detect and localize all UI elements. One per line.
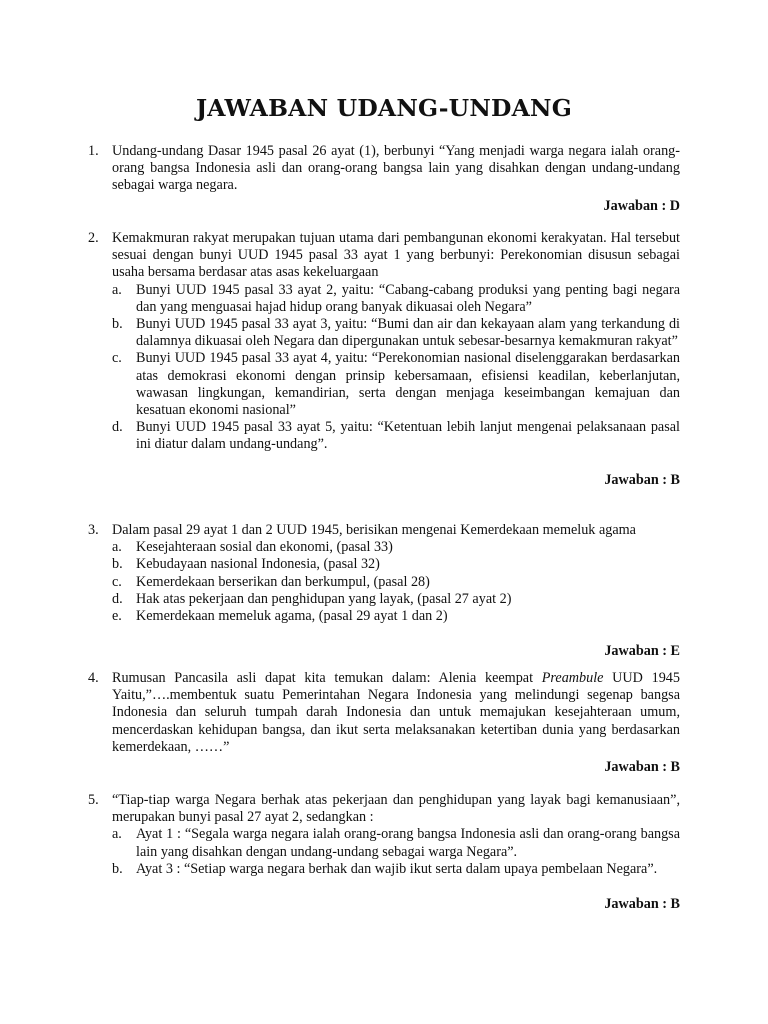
option-item [112,826,680,860]
option-item [112,861,680,878]
question-number: 2. [88,230,99,246]
question-2 [88,230,680,489]
option-text: Bunyi UUD 1945 pasal 33 ayat 4, yaitu: “Perekonomian nasional diselenggarakan berdasarkan atas demokrasi ekonomi dengan prinsip kebersamaan, efisiensi keadilan, keberlanjutan, wawasan lingkungan, kemandirian, serta dengan menjaga keseimbangan kemajuan dan kesatuan ekonomi nasional” [136,350,680,419]
answer-label: Jawaban : D [603,197,680,214]
option-list [112,826,680,878]
option-item [112,419,680,453]
option-text: Kesejahteraan sosial dan ekonomi, (pasal 33) [136,539,393,556]
question-text: Kemakmuran rakyat merupakan tujuan utama dari pembangunan ekonomi kerakyatan. Hal tersebut sesuai dengan bunyi UUD 1945 pasal 33 ayat 1 yang berbunyi: Perekonomian disusun sebagai usaha bersama berdasar atas asas kekeluargaan [112,230,680,281]
option-text: Kebudayaan nasional Indonesia, (pasal 32) [136,556,380,573]
option-letter: e. [112,608,122,625]
option-list [112,539,680,625]
question-1 [88,143,680,215]
question-text: Undang-undang Dasar 1945 pasal 26 ayat (1), berbunyi “Yang menjadi warga negara ialah orang-orang bangsa Indonesia asli dan orang-orang bangsa lain yang disahkan dengan undang-undang sebagai warga negara. [112,143,680,194]
option-text: Bunyi UUD 1945 pasal 33 ayat 3, yaitu: “Bumi dan air dan kekayaan alam yang terkandung di dalamnya dikuasai oleh Negara dan dipergunakan untuk sebesar-besarnya kemakmuran rakyat” [136,316,680,350]
option-list [112,282,680,454]
answer-label: Jawaban : B [604,896,680,913]
question-4 [88,670,680,776]
question-text: Dalam pasal 29 ayat 1 dan 2 UUD 1945, berisikan mengenai Kemerdekaan memeluk agama [112,522,636,538]
option-letter: c. [112,573,122,590]
answer-label: Jawaban : B [604,759,680,776]
option-text: Ayat 1 : “Segala warga negara ialah orang-orang bangsa Indonesia asli dan orang-orang bangsa lain yang disahkan dengan undang-undang sebagai warga Negara”. [136,826,680,860]
option-text: Bunyi UUD 1945 pasal 33 ayat 2, yaitu: “Cabang-cabang produksi yang penting bagi negara dan yang menguasai hajad hidup orang banyak dikuasai oleh Negara” [136,281,680,315]
option-text: Ayat 3 : “Setiap warga negara berhak dan wajib ikut serta dalam upaya pembelaan Negara”. [136,860,658,877]
option-item [112,574,680,591]
question-3 [88,522,680,660]
question-5 [88,792,680,913]
question-number: 3. [88,522,99,538]
answer-label: Jawaban : B [604,471,680,488]
question-number: 1. [88,143,99,159]
option-item [112,591,680,608]
question-text: “Tiap-tiap warga Negara berhak atas pekerjaan dan penghidupan yang layak bagi kemanusiaan”, merupakan bunyi pasal 27 ayat 2, sedangkan : [112,792,680,826]
option-item [112,608,680,625]
question-number: 5. [88,792,99,808]
option-item [112,316,680,350]
option-text: Bunyi UUD 1945 pasal 33 ayat 5, yaitu: “Ketentuan lebih lanjut mengenai pelaksanaan pasal ini diatur dalam undang-undang”. [136,419,680,453]
question-text [112,670,680,756]
option-letter: a. [112,539,122,556]
option-text: Kemerdekaan memeluk agama, (pasal 29 ayat 1 dan 2) [136,608,448,625]
option-letter: b. [112,316,123,333]
option-letter: b. [112,556,123,573]
option-text: Kemerdekaan berserikan dan berkumpul, (pasal 28) [136,573,430,590]
question-text-part: UUD 1945 Yaitu,”….membentuk suatu Pemerintahan Negara Indonesia yang melindungi segenap bangsa Indonesia dan seluruh tumpah darah Indonesia dan untuk memajukan kesejahteraan umum, mencerdaskan kehidupan bangsa, dan ikut serta melaksanakan ketertiban dunia yang berdasarkan kemerdekaan, ……” [112,670,680,755]
option-letter: a. [112,826,122,843]
option-item [112,350,680,419]
option-letter: c. [112,350,122,367]
option-letter: b. [112,860,123,877]
page-title: JAWABAN UDANG-UNDANG [195,94,573,122]
option-item [112,539,680,556]
option-item [112,282,680,316]
option-letter: d. [112,590,123,607]
option-text: Hak atas pekerjaan dan penghidupan yang layak, (pasal 27 ayat 2) [136,590,512,607]
option-letter: a. [112,281,122,298]
question-number: 4. [88,670,99,686]
option-letter: d. [112,419,123,436]
option-item [112,556,680,573]
question-text-italic: Preambule [541,670,604,686]
answer-label: Jawaban : E [604,643,680,660]
question-text-part: Rumusan Pancasila asli dapat kita temukan dalam: Alenia keempat [112,670,542,686]
